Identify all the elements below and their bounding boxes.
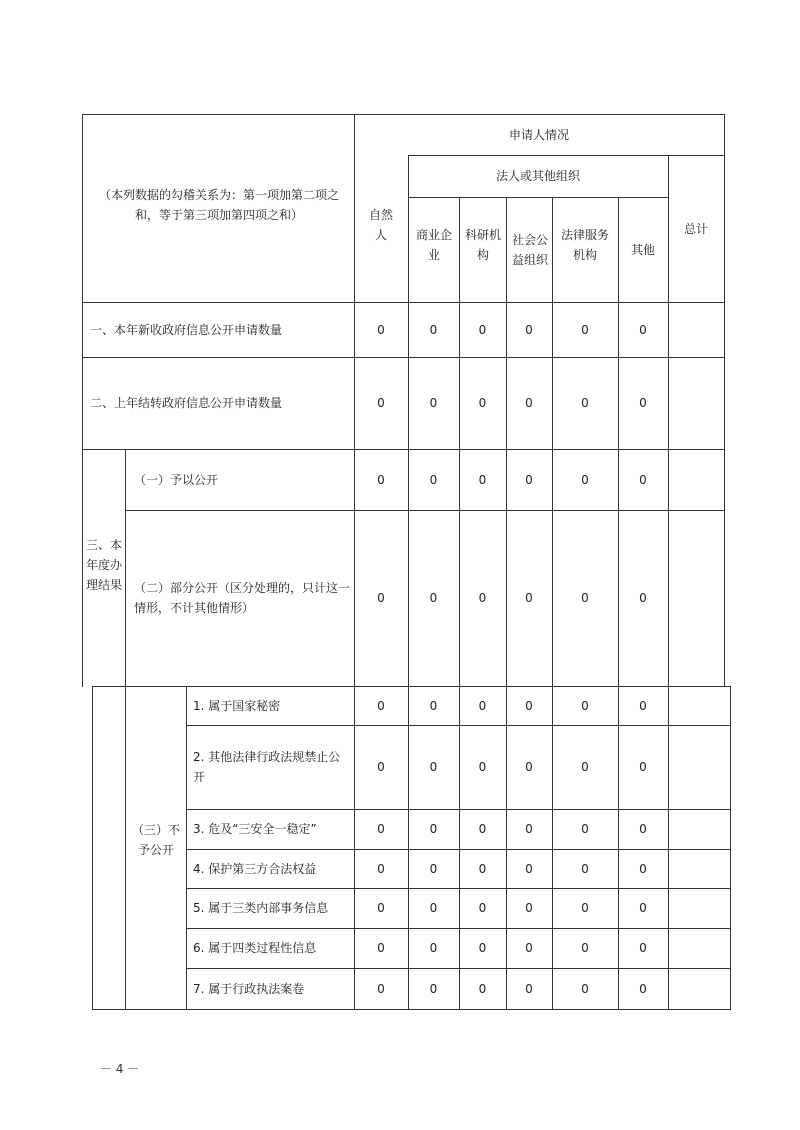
cell: 0: [581, 396, 589, 410]
cell: 0: [581, 760, 589, 774]
cell: 0: [478, 861, 487, 876]
cell: 0: [429, 760, 438, 774]
cell: 0: [581, 981, 589, 996]
cell: 0: [639, 941, 647, 955]
row-label-not-open: （三）不予公开: [131, 823, 180, 857]
cell: 0: [429, 591, 438, 605]
cell: 0: [525, 861, 533, 876]
cell: 0: [377, 396, 385, 410]
header-social: 社会公益组织: [512, 233, 549, 267]
not-open-item-label: 2. 其他法律行政法规禁止公开: [193, 750, 341, 784]
row-label-carryover: 二、上年结转政府信息公开申请数量: [90, 396, 283, 410]
cell: 0: [639, 901, 647, 915]
cell: 0: [639, 322, 647, 337]
header-other: 其他: [630, 242, 655, 257]
cell: 0: [377, 322, 385, 337]
header-natural-person: 自然人: [368, 208, 393, 242]
cell: 0: [478, 981, 487, 996]
cell: 0: [525, 591, 533, 605]
cell: 0: [525, 981, 533, 996]
not-open-item-label: 5. 属于三类内部事务信息: [193, 901, 329, 915]
header-research: 科研机构: [465, 228, 502, 262]
cell: 0: [525, 941, 533, 955]
cell: 0: [525, 472, 533, 487]
cell: 0: [639, 861, 647, 876]
cell: 0: [377, 591, 385, 605]
cell: 0: [525, 901, 533, 915]
section3-label: 三、本年度办理结果: [86, 538, 123, 592]
header-legal-org: 法人或其他组织: [495, 169, 580, 183]
cell: 0: [377, 901, 385, 915]
cell: 0: [581, 472, 589, 487]
cell: 0: [377, 760, 385, 774]
not-open-item-label: 6. 属于四类过程性信息: [193, 941, 317, 955]
cell: 0: [639, 591, 647, 605]
cell: 0: [478, 322, 487, 337]
not-open-item-label: 7. 属于行政执法案卷: [193, 981, 305, 996]
cell: 0: [639, 822, 647, 836]
cell: 0: [581, 322, 589, 337]
cell: 0: [478, 591, 487, 605]
cell: 0: [429, 901, 438, 915]
cell: 0: [429, 941, 438, 955]
cell: 0: [639, 698, 647, 713]
cell: 0: [377, 861, 385, 876]
cell: 0: [429, 698, 438, 713]
cell: 0: [581, 591, 589, 605]
cell: 0: [639, 472, 647, 487]
cell: 0: [525, 760, 533, 774]
cell: 0: [429, 861, 438, 876]
cell: 0: [525, 396, 533, 410]
cell: 0: [429, 822, 438, 836]
cell: 0: [581, 698, 589, 713]
row-label-open: （一）予以公开: [134, 472, 219, 487]
header-commercial: 商业企业: [416, 228, 453, 262]
cell: 0: [478, 941, 487, 955]
cell: 0: [429, 472, 438, 487]
cell: 0: [429, 322, 438, 337]
header-applicant: 申请人情况: [508, 127, 569, 142]
cell: 0: [639, 396, 647, 410]
cell: 0: [377, 941, 385, 955]
cell: 0: [581, 901, 589, 915]
cell: 0: [478, 472, 487, 487]
cell: 0: [639, 760, 647, 774]
cell: 0: [478, 760, 487, 774]
cell: 0: [377, 822, 385, 836]
cell: 0: [478, 396, 487, 410]
cell: 0: [525, 822, 533, 836]
cell: 0: [478, 822, 487, 836]
cell: 0: [581, 822, 589, 836]
cell: 0: [377, 981, 385, 996]
header-note: （本列数据的勾稽关系为：第一项加第二项之和，等于第三项加第四项之和）: [98, 188, 339, 222]
header-legal-service: 法律服务机构: [560, 228, 609, 262]
page-number: － 4 －: [100, 1062, 140, 1076]
row-label-new: 一、本年新收政府信息公开申请数量: [90, 322, 283, 337]
cell: 0: [525, 698, 533, 713]
cell: 0: [429, 981, 438, 996]
not-open-item-label: 3. 危及“三安全一稳定”: [193, 822, 317, 836]
header-total: 总计: [683, 221, 708, 236]
cell: 0: [478, 698, 487, 713]
cell: 0: [581, 861, 589, 876]
cell: 0: [377, 472, 385, 487]
cell: 0: [639, 981, 647, 996]
cell: 0: [478, 901, 487, 915]
cell: 0: [581, 941, 589, 955]
not-open-item-label: 4. 保护第三方合法权益: [193, 861, 317, 876]
not-open-item-label: 1. 属于国家秘密: [193, 698, 281, 713]
row-label-partial: （二）部分公开（区分处理的，只计这一情形，不计其他情形）: [134, 581, 351, 615]
cell: 0: [429, 396, 438, 410]
cell: 0: [525, 322, 533, 337]
cell: 0: [377, 698, 385, 713]
